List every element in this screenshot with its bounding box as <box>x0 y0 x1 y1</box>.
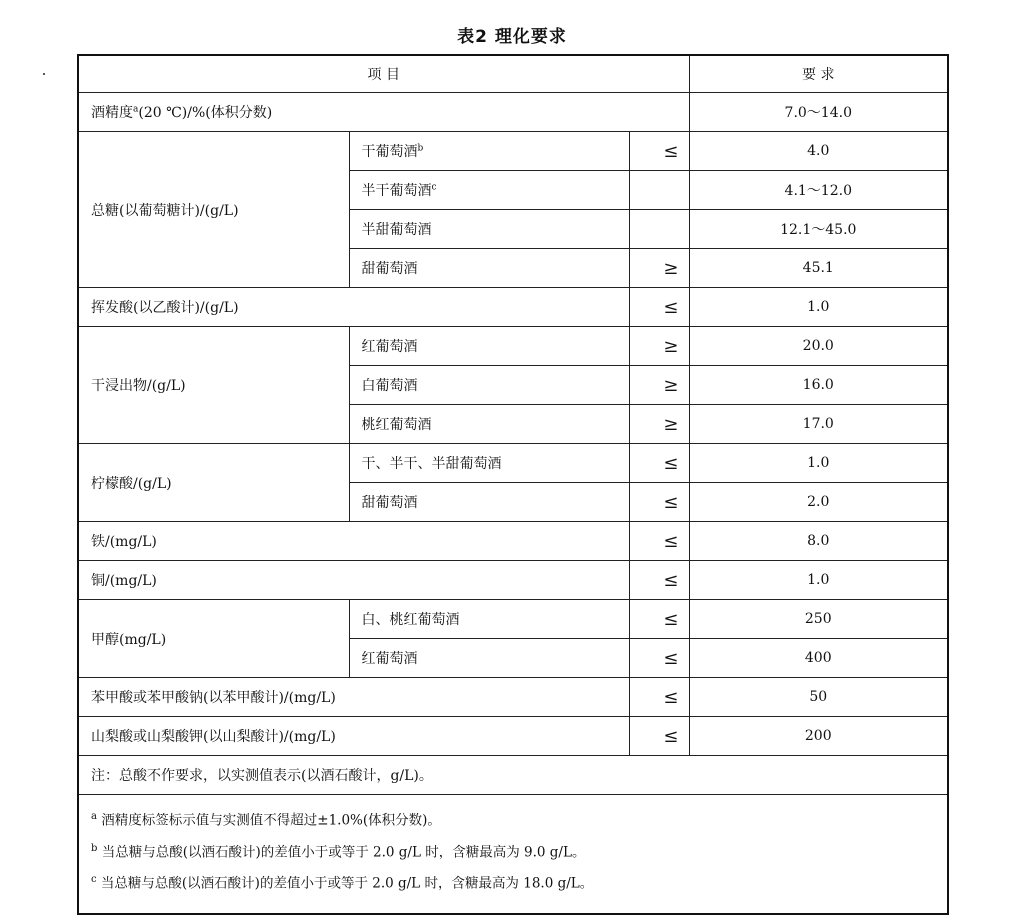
row-value: 7.0～14.0 <box>689 93 948 132</box>
physicochemical-table <box>77 54 949 915</box>
row-value: 4.0 <box>689 132 948 171</box>
comparison-symbol: ≤ <box>629 717 689 756</box>
table-row <box>78 717 948 756</box>
row-value: 50 <box>689 678 948 717</box>
sub-label: 甜葡萄酒 <box>349 249 629 288</box>
footnote-b: $^b$ 当总糖与总酸(以酒石酸计)的差值小于或等于 2.0 g/L 时，含糖最高为 9.0 g/L。 <box>91 842 586 860</box>
table-row <box>78 132 948 171</box>
row-value: 20.0 <box>689 327 948 366</box>
row-label: 甲醇(mg/L) <box>78 600 349 678</box>
row-value: 1.0 <box>689 561 948 600</box>
row-value: 200 <box>689 717 948 756</box>
table-row <box>78 327 948 366</box>
footnote-a: $^a$ 酒精度标签标示值与实测值不得超过±1.0%(体积分数)。 <box>91 811 441 829</box>
row-value: 1.0 <box>689 288 948 327</box>
scan-dot <box>43 73 45 75</box>
sub-label: 半甜葡萄酒 <box>349 210 629 249</box>
row-value: 17.0 <box>689 405 948 444</box>
sub-label: 半干葡萄酒$^c$ <box>349 171 629 210</box>
table-row <box>78 561 948 600</box>
table-row <box>78 522 948 561</box>
sub-label: 干、半干、半甜葡萄酒 <box>349 444 629 483</box>
sub-label: 干葡萄酒$^b$ <box>349 132 629 171</box>
comparison-symbol <box>629 210 689 249</box>
row-label: 柠檬酸/(g/L) <box>78 444 349 522</box>
row-value: 8.0 <box>689 522 948 561</box>
row-label: 酒精度$^a$(20 ℃)/%(体积分数) <box>78 93 689 132</box>
footnotes-row <box>78 795 948 915</box>
sub-label: 白葡萄酒 <box>349 366 629 405</box>
comparison-symbol <box>629 171 689 210</box>
footnotes <box>78 795 948 915</box>
comparison-symbol: ≤ <box>629 483 689 522</box>
row-value: 400 <box>689 639 948 678</box>
table-row <box>78 444 948 483</box>
row-label: 挥发酸(以乙酸计)/(g/L) <box>78 288 629 327</box>
comparison-symbol: ≤ <box>629 639 689 678</box>
comparison-symbol: ≤ <box>629 678 689 717</box>
sub-label: 甜葡萄酒 <box>349 483 629 522</box>
row-label: 苯甲酸或苯甲酸钠(以苯甲酸计)/(mg/L) <box>78 678 629 717</box>
table-row <box>78 288 948 327</box>
comparison-symbol: ≤ <box>629 288 689 327</box>
row-value: 2.0 <box>689 483 948 522</box>
note-row <box>78 756 948 795</box>
row-label: 总糖(以葡萄糖计)/(g/L) <box>78 132 349 288</box>
sub-label: 红葡萄酒 <box>349 327 629 366</box>
comparison-symbol: ≥ <box>629 366 689 405</box>
row-value: 16.0 <box>689 366 948 405</box>
comparison-symbol: ≥ <box>629 327 689 366</box>
table-header <box>78 55 948 93</box>
row-value: 12.1～45.0 <box>689 210 948 249</box>
row-label: 铁/(mg/L) <box>78 522 629 561</box>
sub-label: 白、桃红葡萄酒 <box>349 600 629 639</box>
table-row <box>78 678 948 717</box>
comparison-symbol: ≤ <box>629 522 689 561</box>
row-value: 250 <box>689 600 948 639</box>
row-value: 4.1～12.0 <box>689 171 948 210</box>
row-label: 干浸出物/(g/L) <box>78 327 349 444</box>
table-row <box>78 93 948 132</box>
row-value: 45.1 <box>689 249 948 288</box>
header-requirement: 要 求 <box>689 55 948 93</box>
header-item: 项 目 <box>78 55 689 93</box>
table-title: 表2 理化要求 <box>457 27 567 47</box>
row-value: 1.0 <box>689 444 948 483</box>
sub-label: 红葡萄酒 <box>349 639 629 678</box>
footnote-c: $^c$ 当总糖与总酸(以酒石酸计)的差值小于或等于 2.0 g/L 时，含糖最高为 18.0 g/L。 <box>91 874 594 892</box>
row-label: 铜/(mg/L) <box>78 561 629 600</box>
comparison-symbol: ≥ <box>629 249 689 288</box>
note-text: 注：总酸不作要求，以实测值表示(以酒石酸计，g/L)。 <box>78 756 948 795</box>
row-label: 山梨酸或山梨酸钾(以山梨酸计)/(mg/L) <box>78 717 629 756</box>
comparison-symbol: ≤ <box>629 561 689 600</box>
table-row <box>78 600 948 639</box>
comparison-symbol: ≥ <box>629 405 689 444</box>
comparison-symbol: ≤ <box>629 444 689 483</box>
sub-label: 桃红葡萄酒 <box>349 405 629 444</box>
comparison-symbol: ≤ <box>629 132 689 171</box>
comparison-symbol: ≤ <box>629 600 689 639</box>
